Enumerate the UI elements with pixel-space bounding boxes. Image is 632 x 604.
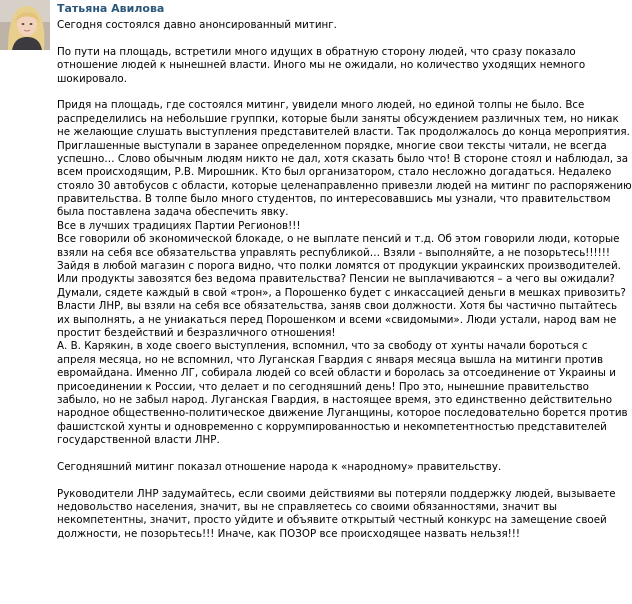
post-text-line: недовольство населения, значит, вы не справляетесь со своими обязанностями, значит вы: [57, 501, 558, 514]
post-text-line: Все говорили об экономической блокаде, о не выплате пенсий и т.д. Об этом говорили люди, которые: [57, 233, 620, 246]
paragraph-gap: [57, 86, 573, 99]
post-text-line: Или продукты завозятся без ведома правительства? Пенсии не выплачиваются – а чего вы ожидали?: [57, 273, 615, 286]
post-text-line: Все в лучших традициях Партии Регионов!!!: [57, 219, 301, 232]
post-text-line: всем происходящим, Р.В. Мирошник. Кто был организатором, стало несложно догадаться. Недалеко: [57, 166, 612, 179]
post-text-line: евромайдана. Именно ЛГ, собирала людей со всей области и боролась за отсоединение от Украины и: [57, 367, 616, 380]
post-text-line: Сегодняшний митинг показал отношение народа к «народному» правительству.: [57, 460, 502, 473]
post-text-line: правительства. В толпе было много студентов, по интересовавшись мы узнали, что правительством: [57, 193, 611, 206]
post-text-line: Сегодня состоялся давно анонсированный митинг.: [57, 19, 337, 31]
post-text-line: должности, не позорьтесь!!! Иначе, как ПОЗОР все происходящее назвать нельзя!!!: [57, 527, 521, 540]
post-text-line: распределились на небольшие группки, которые были заняты обсуждением различных тем, но никак: [57, 112, 619, 125]
post-text-line: шокировало.: [57, 72, 128, 85]
post-text-line: Руководители ЛНР задумайтесь, если своими действиями вы потеряли поддержку людей, вызываете: [57, 487, 616, 500]
post-text-line: апреля месяца, но не вспомнил, что Луганская Гвардия с января месяца вышла на митинги против: [57, 353, 604, 366]
post-text-line: некомпетентны, значит, просто уйдите и объявите открытый честный конкурс на замещение своей: [57, 514, 607, 527]
author-name-link[interactable]: Татьяна Авилова: [57, 2, 165, 15]
post-text-line: отношение людей к нынешней власти. Иного мы не ожидали, но количество уходящих немного: [57, 59, 586, 72]
post-text-line: Власти ЛНР, вы взяли на себя все обязательства, заняв свои должности. Хотя бы частично пытайтесь: [57, 300, 618, 313]
post-text-line: Думали, сядете каждый в свой «трон», а Порошенко будет с инкассацией деньги в мешках привозить?: [57, 286, 626, 299]
post-text-line: их выполнять, а не униакаться перед Порошенком и всеми «свидомыми». Люди устали, народ вам не: [57, 313, 617, 326]
post-text-line: государственной власти ЛНР.: [57, 434, 220, 447]
post-text-line: А. В. Карякин, в ходе своего выступления, вспомнил, что за свободу от хунты начали бороться с: [57, 340, 588, 353]
paragraph-gap: [57, 448, 573, 461]
post-text-line: народное общественно-политическое движение Луганщины, которое последовательно борется против: [57, 407, 628, 420]
post-text-line: была поставлена задача обеспечить явку.: [57, 206, 289, 219]
paragraph-gap: [57, 32, 573, 45]
post-text-line: Приглашенные выступали в заранее определенном порядке, многие свои тексты читали, не всегда: [57, 139, 607, 152]
post-text-line: не желающие слушать выступления представителей власти. Так продолжалось до конца мероприятия.: [57, 126, 630, 139]
post-text-line: взяли на себя все обязательства управлять республикой… Взяли - выполняйте, а не позорьтесь!!!!!!: [57, 246, 611, 259]
post-text-line: присоединении к России, что делает и по сегодняшний день! Про это, нынешние правительство: [57, 380, 589, 393]
paragraph-gap: [57, 474, 573, 487]
post-text-line: забыло, но не забыл народ. Луганская Гвардия, в настоящее время, это единственно действительно: [57, 393, 613, 406]
avatar-photo: [0, 0, 50, 50]
avatar[interactable]: [0, 0, 50, 50]
post-text-line: Зайдя в любой магазин с порога видно, что полки ломятся от продукции украинских производителей.: [57, 260, 621, 273]
post-text-line: Придя на площадь, где состоялся митинг, увидели много людей, но единой толпы не было. Все: [57, 99, 585, 112]
post-text-line: По пути на площадь, встретили много идущих в обратную сторону людей, что сразу показало: [57, 45, 576, 58]
post-body-text: [57, 19, 632, 604]
post-text-line: успешно… Слово обычным людям никто не дал, хотя сказать было что! В стороне стоял и наблюдал, за: [57, 152, 629, 165]
post-text-line: фашистской хунты и одновременно с коррумпированностью и некомпетентностью представителей: [57, 420, 607, 433]
post-text-line: простит бездействий и безразличного отношения!: [57, 326, 336, 339]
post-text-line: стояло 30 автобусов с области, которые целенаправленно привезли людей на митинг по распоряжению: [57, 179, 632, 192]
